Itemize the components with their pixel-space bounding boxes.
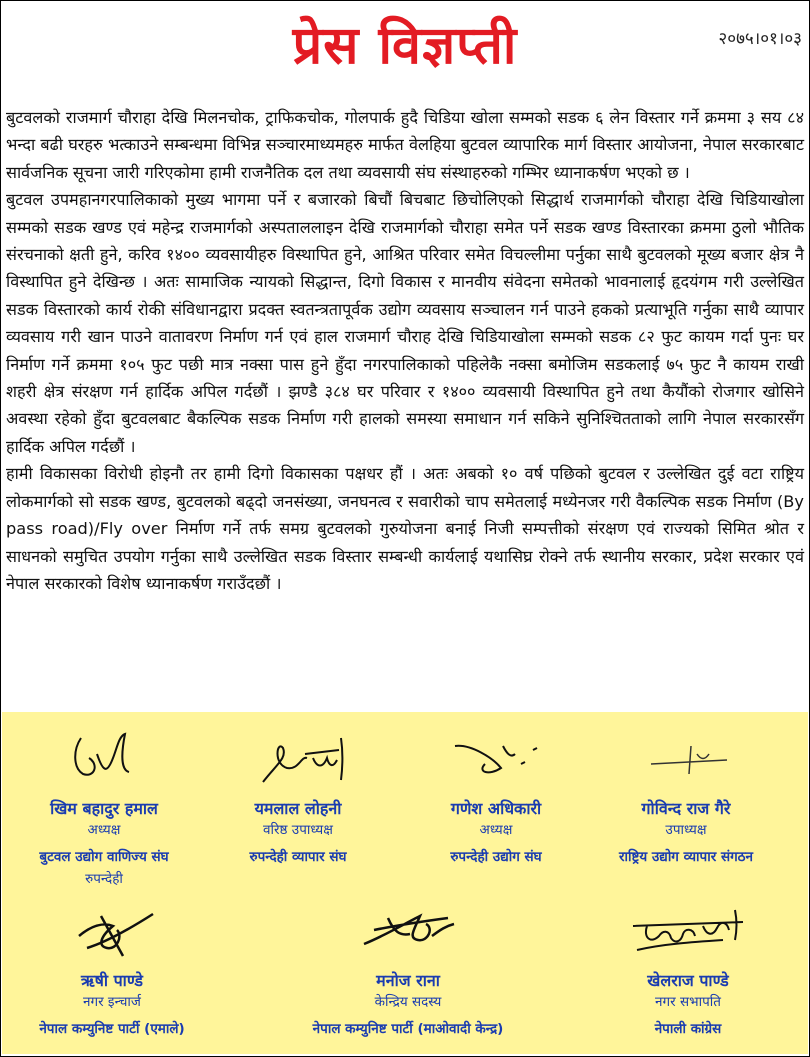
signatory-name: खिम बहादुर हमाल bbox=[50, 799, 158, 818]
signatory-2 bbox=[198, 724, 398, 868]
paragraph-3: हामी विकासका विरोधी होइनौ तर हामी दिगो विकासका पक्षधर हौं । अतः अबको १० वर्ष पछिको बुटवल र उल्लेखित दुई वटा राष्ट्रिय लोकमार्गको सो सडक खण्ड, बुटवलको बढ्दो जनसंख्या, जनघनत्व र सवारीको चाप समेतलाई मध्येनजर गरी वैकल्पिक सडक निर्माण (By pass road)/Fly over निर्माण गर्ने तर्फ समग्र बुटवलको गुरुयोजना बनाई निजी सम्पत्तीको संरक्षण एवं राज्यको सिमित श्रोत र साधनको समुचित उपयोग गर्नुका साथै उल्लेखित सडक विस्तार सम्बन्धी कार्यलाई यथासिघ्र रोक्ने तर्फ स्थानीय सरकार, प्रदेश सरकार एवं नेपाल सरकारको विशेष ध्यानाकर्षण गराउँदछौं । bbox=[6, 464, 804, 593]
signatory-4 bbox=[586, 724, 786, 868]
signatory-org: नेपाल कम्युनिष्ट पार्टी (माओवादी केन्द्र) bbox=[312, 1021, 504, 1037]
signature-mark bbox=[631, 724, 741, 794]
page-title: प्रेस विज्ञप्ती bbox=[292, 16, 518, 76]
signatory-role: उपाध्यक्ष bbox=[665, 822, 707, 838]
signatory-org: राष्ट्रिय उद्योग व्यापार संगठन bbox=[618, 849, 754, 865]
signatory-name: यमलाल लोहनी bbox=[254, 799, 342, 818]
signature-mark bbox=[348, 896, 468, 966]
signatory-role: नगर इन्चार्ज bbox=[83, 994, 141, 1010]
signatory-role: अध्यक्ष bbox=[479, 822, 513, 838]
signatory-org: नेपाल कम्युनिष्ट पार्टी (एमाले) bbox=[39, 1021, 185, 1037]
signatory-name: गणेश अधिकारी bbox=[450, 799, 542, 818]
signatory-role: नगर सभापति bbox=[655, 994, 721, 1010]
header bbox=[0, 0, 810, 96]
signatory-name: गोविन्द राज गैरे bbox=[641, 799, 731, 818]
signatory-org-location: रुपन्देही bbox=[85, 871, 123, 887]
signatory-org: नेपाली कांग्रेस bbox=[654, 1021, 722, 1037]
signatory-name: खेलराज पाण्डे bbox=[647, 971, 729, 990]
signature-mark bbox=[441, 724, 551, 794]
signature-mark bbox=[243, 724, 353, 794]
signatory-org: बुटवल उद्योग वाणिज्य संघ bbox=[39, 849, 169, 865]
press-body bbox=[6, 104, 804, 597]
signatory-role: वरिष्ठ उपाध्यक्ष bbox=[263, 822, 333, 838]
signature-mark bbox=[59, 724, 149, 794]
signatory-3 bbox=[396, 724, 596, 868]
paragraph-1: बुटवलको राजमार्ग चौराहा देखि मिलनचोक, ट्राफिकचोक, गोलपार्क हुदै चिडिया खोला सम्मको सडक ६ लेन विस्तार गर्ने क्रममा ३ सय ८४ भन्दा बढी घरहरु भत्काउने सम्बन्धमा विभिन्न सञ्चारमाध्यमहरु मार्फत वेलहिया बुटवल व्यापारिक मार्ग विस्तार आयोजना, नेपाल सरकारबाट सार्वजनिक सूचना जारी गरिएकोमा हामी राजनैतिक दल तथा व्यवसायी संघ संस्थाहरुको गम्भिर ध्यानाकर्षण भएको छ । bbox=[6, 108, 804, 182]
paragraph-2: बुटवल उपमहानगरपालिकाको मुख्य भागमा पर्ने र बजारको बिचौं बिचबाट छिचोलिएको सिद्धार्थ राजमार्गको चौराहा देखि चिडियाखोला सम्मको सडक खण्ड एवं महेन्द्र राजमार्गको अस्पताललाइन देखि राजमार्गको चौराहा समेत पर्ने सडक खण्ड विस्तारका क्रममा ठुलो भौतिक संरचनाको क्षती हुने, करिव १४०० व्यवसायीहरु विस्थापित हुने, आश्रित परिवार समेत विचल्लीमा पर्नुका साथै बुटवलको मूख्य बजार क्षेत्र नै विस्थापित हुने देखिन्छ । अतः सामाजिक न्यायको सिद्धान्त, दिगो विकास र मानवीय संवेदना समेतको भावनालाई हृदयंगम गरी उल्लेखित सडक विस्तारको कार्य रोकी संविधानद्वारा प्रदक्त स्वतन्त्रतापूर्वक उद्योग व्यवसाय सञ्चालन गर्न पाउने हकको प्रत्याभूति गर्नुका साथै व्यापार व्यवसाय गरी खान पाउने वातावरण निर्माण गर्न एवं हाल राजमार्ग चौराह देखि चिडियाखोला सम्मको सडक ८२ फुट कायम गर्दा पुनः घर निर्माण गर्ने क्रममा १०५ फुट पछी मात्र नक्सा पास हुने हुँदा नगरपालिकाको पहिलेकै नक्सा बमोजिम सडकलाई ७५ फुट नै कायम राखी शहरी क्षेत्र संरक्षण गर्न हार्दिक अपिल गर्दछौं । झण्डै ३८४ घर परिवार र १४०० व्यवसायी विस्थापित हुने तथा कैयौंको रोजगार खोसिने अवस्था रहेको हुँदा बुटवलबाट बैकल्पिक सडक निर्माण गरी हालको समस्या समाधान गर्न सकिने सुनिश्चितताको लागि नेपाल सरकारसँग हार्दिक अपिल गर्दछौं । bbox=[6, 190, 804, 456]
signatory-name: ऋषी पाण्डे bbox=[80, 971, 143, 990]
signatory-1 bbox=[4, 724, 204, 890]
signatory-role: केन्द्रिय सदस्य bbox=[374, 994, 442, 1010]
signatures-panel bbox=[2, 712, 808, 1054]
signatory-7 bbox=[588, 896, 788, 1040]
signatory-5 bbox=[12, 896, 212, 1040]
signatory-org: रुपन्देही उद्योग संघ bbox=[450, 849, 542, 865]
signatory-name: मनोज राना bbox=[376, 971, 440, 990]
signatory-role: अध्यक्ष bbox=[87, 822, 121, 838]
signatory-6 bbox=[288, 896, 528, 1040]
signature-mark bbox=[623, 896, 753, 966]
signature-mark bbox=[57, 896, 167, 966]
signatory-org: रुपन्देही व्यापार संघ bbox=[249, 849, 347, 865]
press-date: २०७५।०१।०३ bbox=[718, 29, 802, 49]
